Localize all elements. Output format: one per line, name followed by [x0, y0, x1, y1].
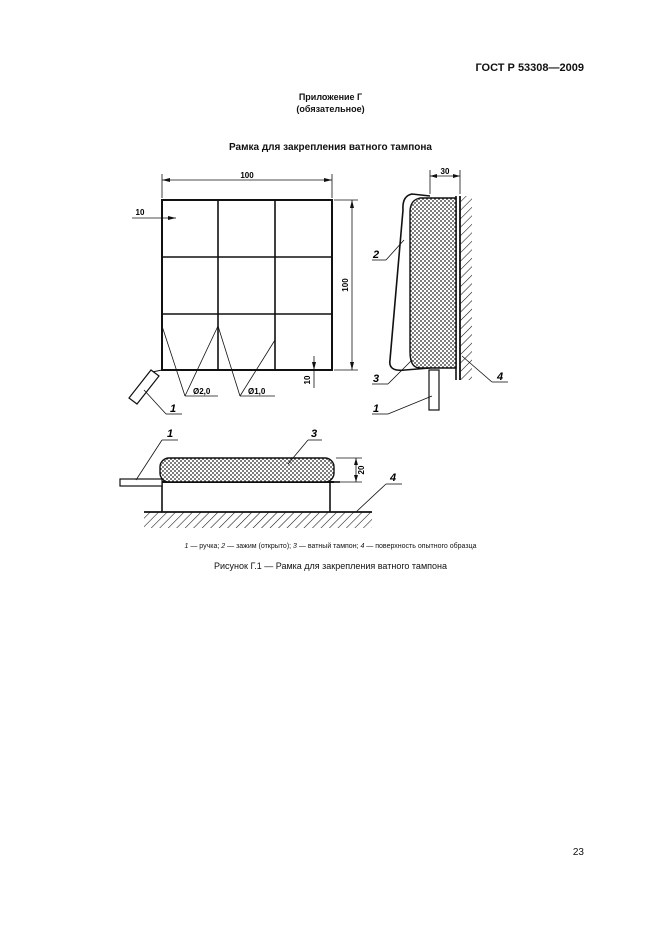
label-handle-side: 1	[373, 403, 380, 415]
label-handle-front: 1	[170, 403, 177, 415]
cotton-pad-side	[410, 198, 456, 368]
dim-thickness: 20	[357, 465, 366, 475]
dim-width: 100	[240, 171, 254, 180]
label-surface-bottom: 4	[390, 472, 397, 484]
dim-diameter-1: Ø1,0	[248, 387, 266, 396]
dim-offset-bottom: 10	[303, 375, 312, 385]
side-view	[372, 170, 508, 414]
specimen-surface-bottom	[144, 512, 372, 528]
dim-offset-top: 10	[135, 208, 145, 217]
page-number: 23	[572, 847, 584, 858]
bottom-view	[120, 440, 402, 528]
standard-id: ГОСТ Р 53308—2009	[475, 62, 584, 74]
dim-diameter-2: Ø2,0	[193, 387, 211, 396]
frame-outline	[162, 200, 332, 370]
cotton-pad-bottom	[160, 458, 334, 482]
front-view	[129, 174, 358, 414]
dim-depth: 30	[440, 167, 450, 176]
label-cotton-side: 3	[373, 373, 380, 385]
side-handle	[429, 370, 439, 410]
front-handle	[129, 370, 162, 404]
annex-status: (обязательное)	[296, 104, 365, 114]
figure-title: Рамка для закрепления ватного тампона	[228, 142, 432, 153]
specimen-surface	[460, 196, 472, 380]
figure-caption: Рисунок Г.1 — Рамка для закрепления ватного тампона	[214, 561, 447, 571]
dim-height: 100	[341, 278, 350, 292]
bottom-handle	[120, 479, 162, 486]
label-surface-side: 4	[497, 371, 504, 383]
label-clamp: 2	[373, 249, 380, 261]
label-cotton-bottom: 3	[311, 428, 318, 440]
figure-legend: 1 — ручка; 2 — зажим (открыто); 3 — ватный тампон; 4 — поверхность опытного образца	[184, 543, 477, 550]
annex-title: Приложение Г	[298, 92, 363, 102]
label-handle-bottom: 1	[167, 428, 174, 440]
